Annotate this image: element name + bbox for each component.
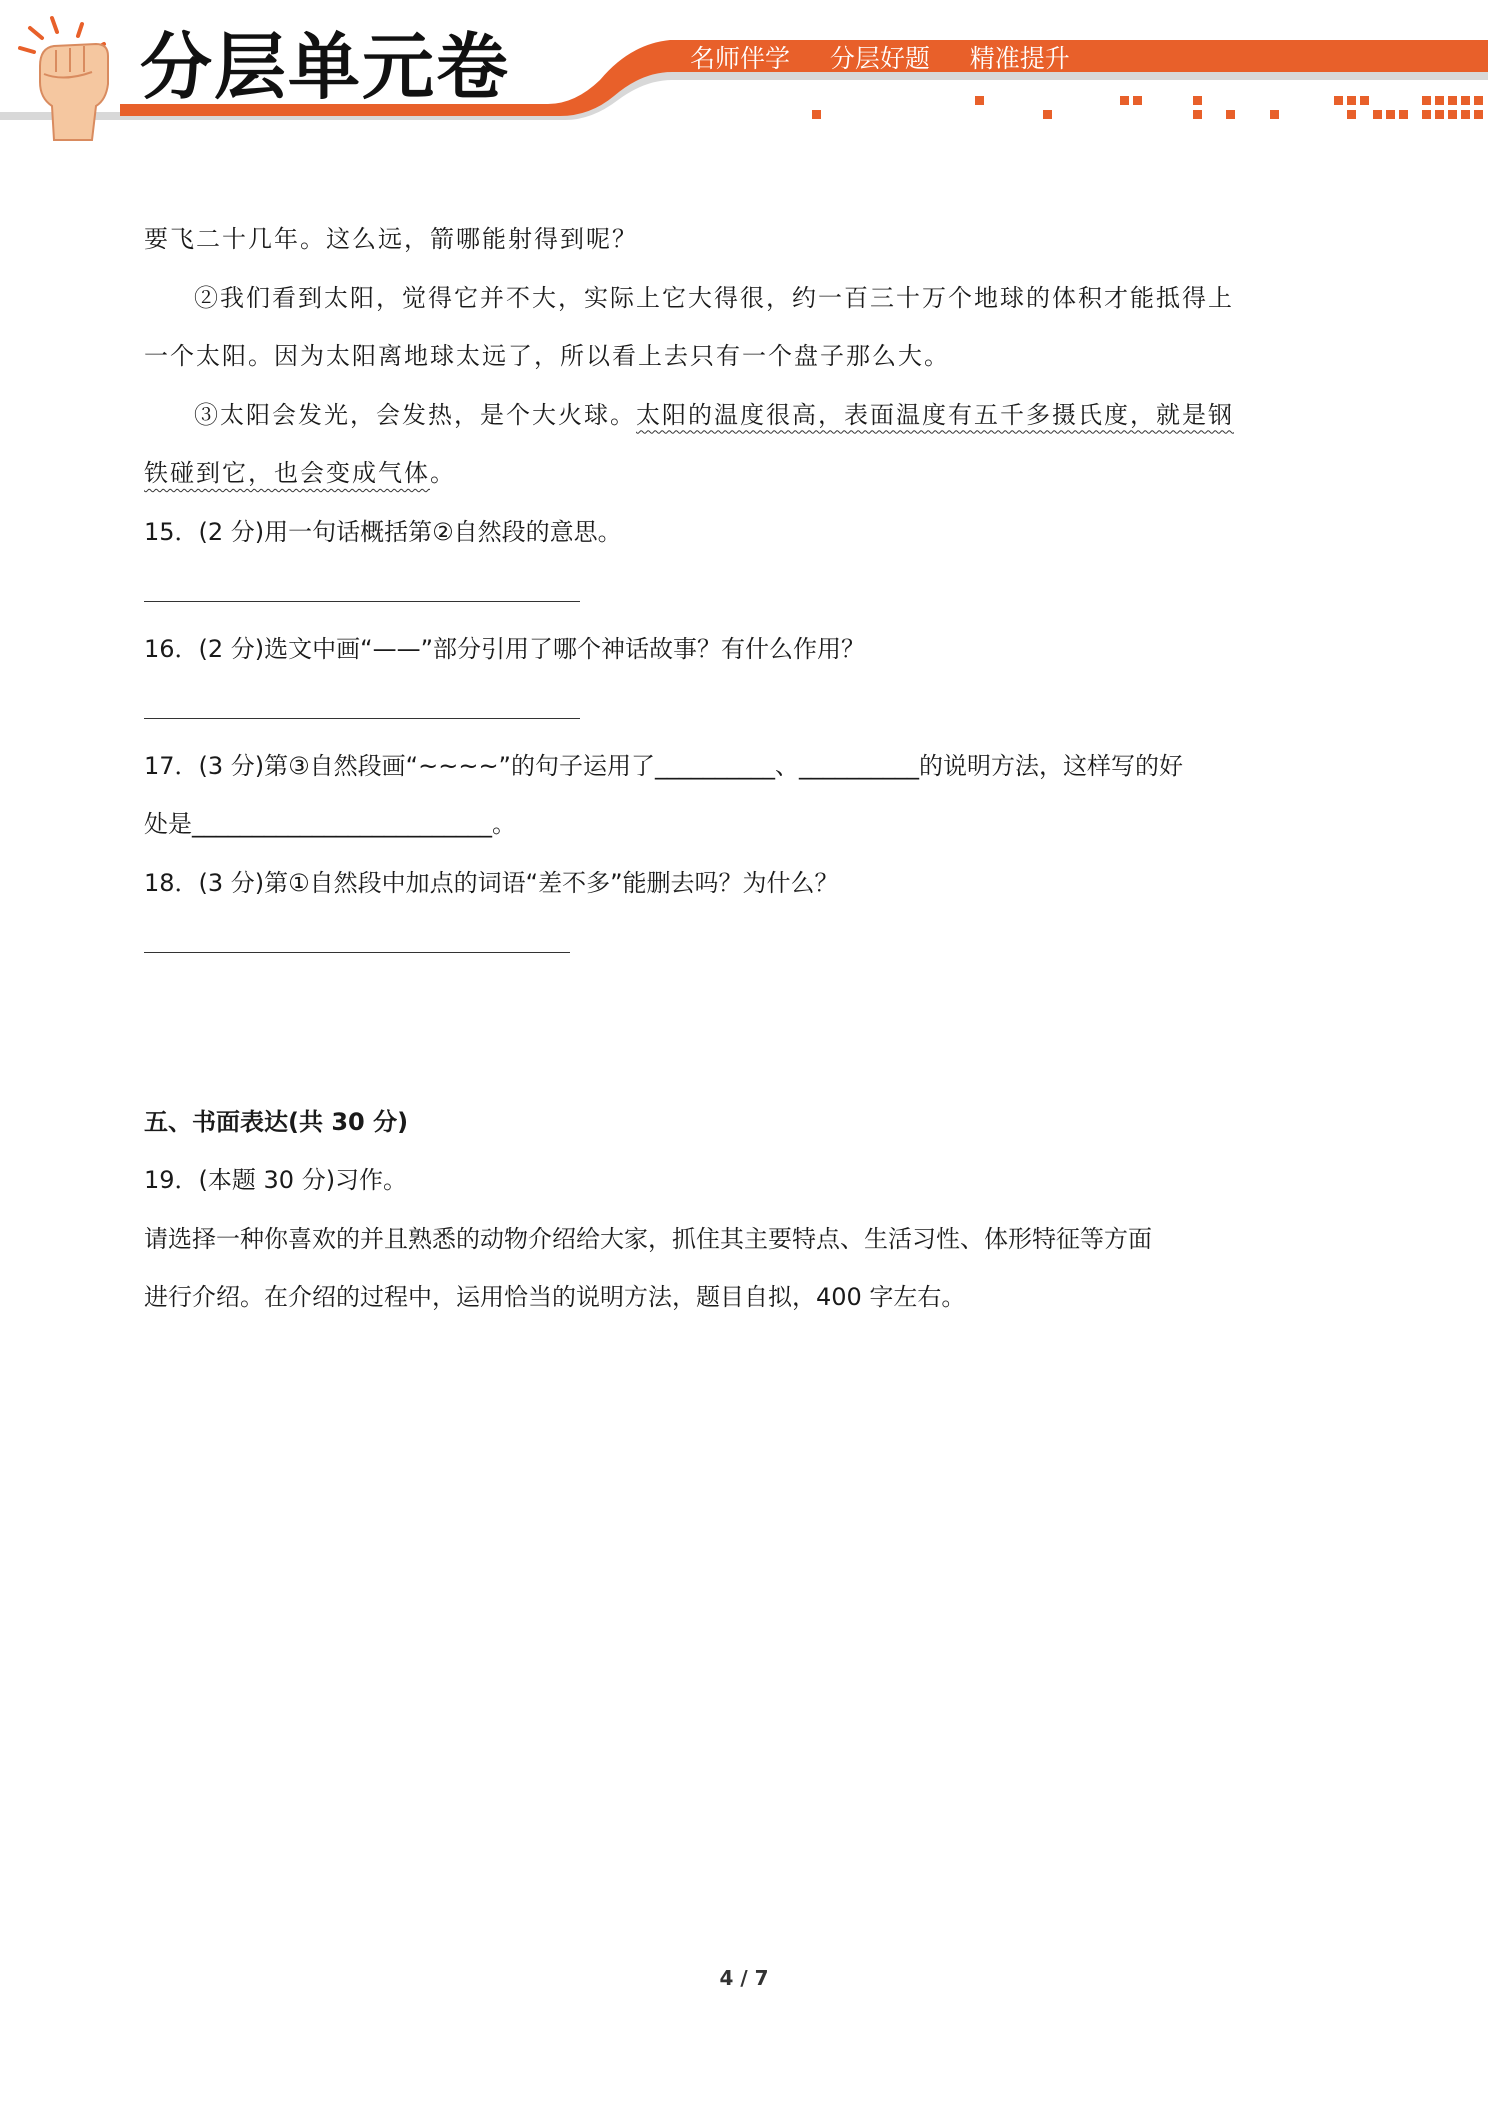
page-number: 4 / 7 xyxy=(719,1966,769,1990)
answer-line-15[interactable] xyxy=(144,561,1240,620)
passage-paragraph-3-line-1 xyxy=(144,386,1240,445)
passage-paragraph-3-end: 。 xyxy=(430,459,456,487)
passage-line: 要飞二十几年。这么远，箭哪能射得到呢？ xyxy=(144,225,638,253)
passage-paragraph-2-line-2: 一个太阳。因为太阳离地球太远了，所以看上去只有一个盘子那么大。 xyxy=(144,342,950,370)
answer-line-16[interactable] xyxy=(144,678,1240,737)
writing-prompt-line-2: 进行介绍。在介绍的过程中，运用恰当的说明方法，题目自拟，400 字左右。 xyxy=(144,1283,966,1311)
page-header xyxy=(0,0,1488,150)
question-16: 16．(2 分)选文中画“——”部分引用了哪个神话故事？有什么作用？ xyxy=(144,634,866,663)
question-17-line-1: 17．(3 分)第③自然段画“~~~~”的句子运用了__________、__________的说明方法，这样写的好 xyxy=(144,751,1183,780)
section-spacer xyxy=(144,971,1240,1093)
section-5-title: 五、书面表达(共 30 分) xyxy=(144,1107,409,1136)
passage-paragraph-3-prefix: ③太阳会发光，会发热，是个大火球。 xyxy=(194,400,636,429)
writing-prompt-line-1: 请选择一种你喜欢的并且熟悉的动物介绍给大家，抓住其主要特点、生活习性、体形特征等方面 xyxy=(144,1224,1152,1253)
question-18: 18．(3 分)第①自然段中加点的词语“差不多”能删去吗？为什么？ xyxy=(144,868,839,897)
question-17-line-2: 处是_________________________。 xyxy=(144,810,516,838)
wavy-underlined-sentence: 太阳的温度很高，表面温度有五千多摄氏度，就是钢 xyxy=(636,400,1234,429)
wavy-underlined-sentence-end: 铁碰到它，也会变成气体 xyxy=(144,459,430,487)
passage-paragraph-2-line-1: ②我们看到太阳，觉得它并不大，实际上它大得很，约一百三十万个地球的体积才能抵得上 xyxy=(194,283,1234,312)
fist-icon xyxy=(20,18,108,140)
passage-paragraph-3-line-2 xyxy=(144,444,1240,503)
brand-title: 分层单元卷 xyxy=(140,25,511,109)
question-19: 19．(本题 30 分)习作。 xyxy=(144,1166,408,1194)
brand-slogan: 名师伴学 分层好题 精准提升 xyxy=(690,44,1070,73)
question-15: 15．(2 分)用一句话概括第②自然段的意思。 xyxy=(144,517,622,546)
answer-line-18[interactable] xyxy=(144,912,1240,971)
document-body xyxy=(144,210,1240,1327)
decorative-squares xyxy=(812,96,1483,119)
